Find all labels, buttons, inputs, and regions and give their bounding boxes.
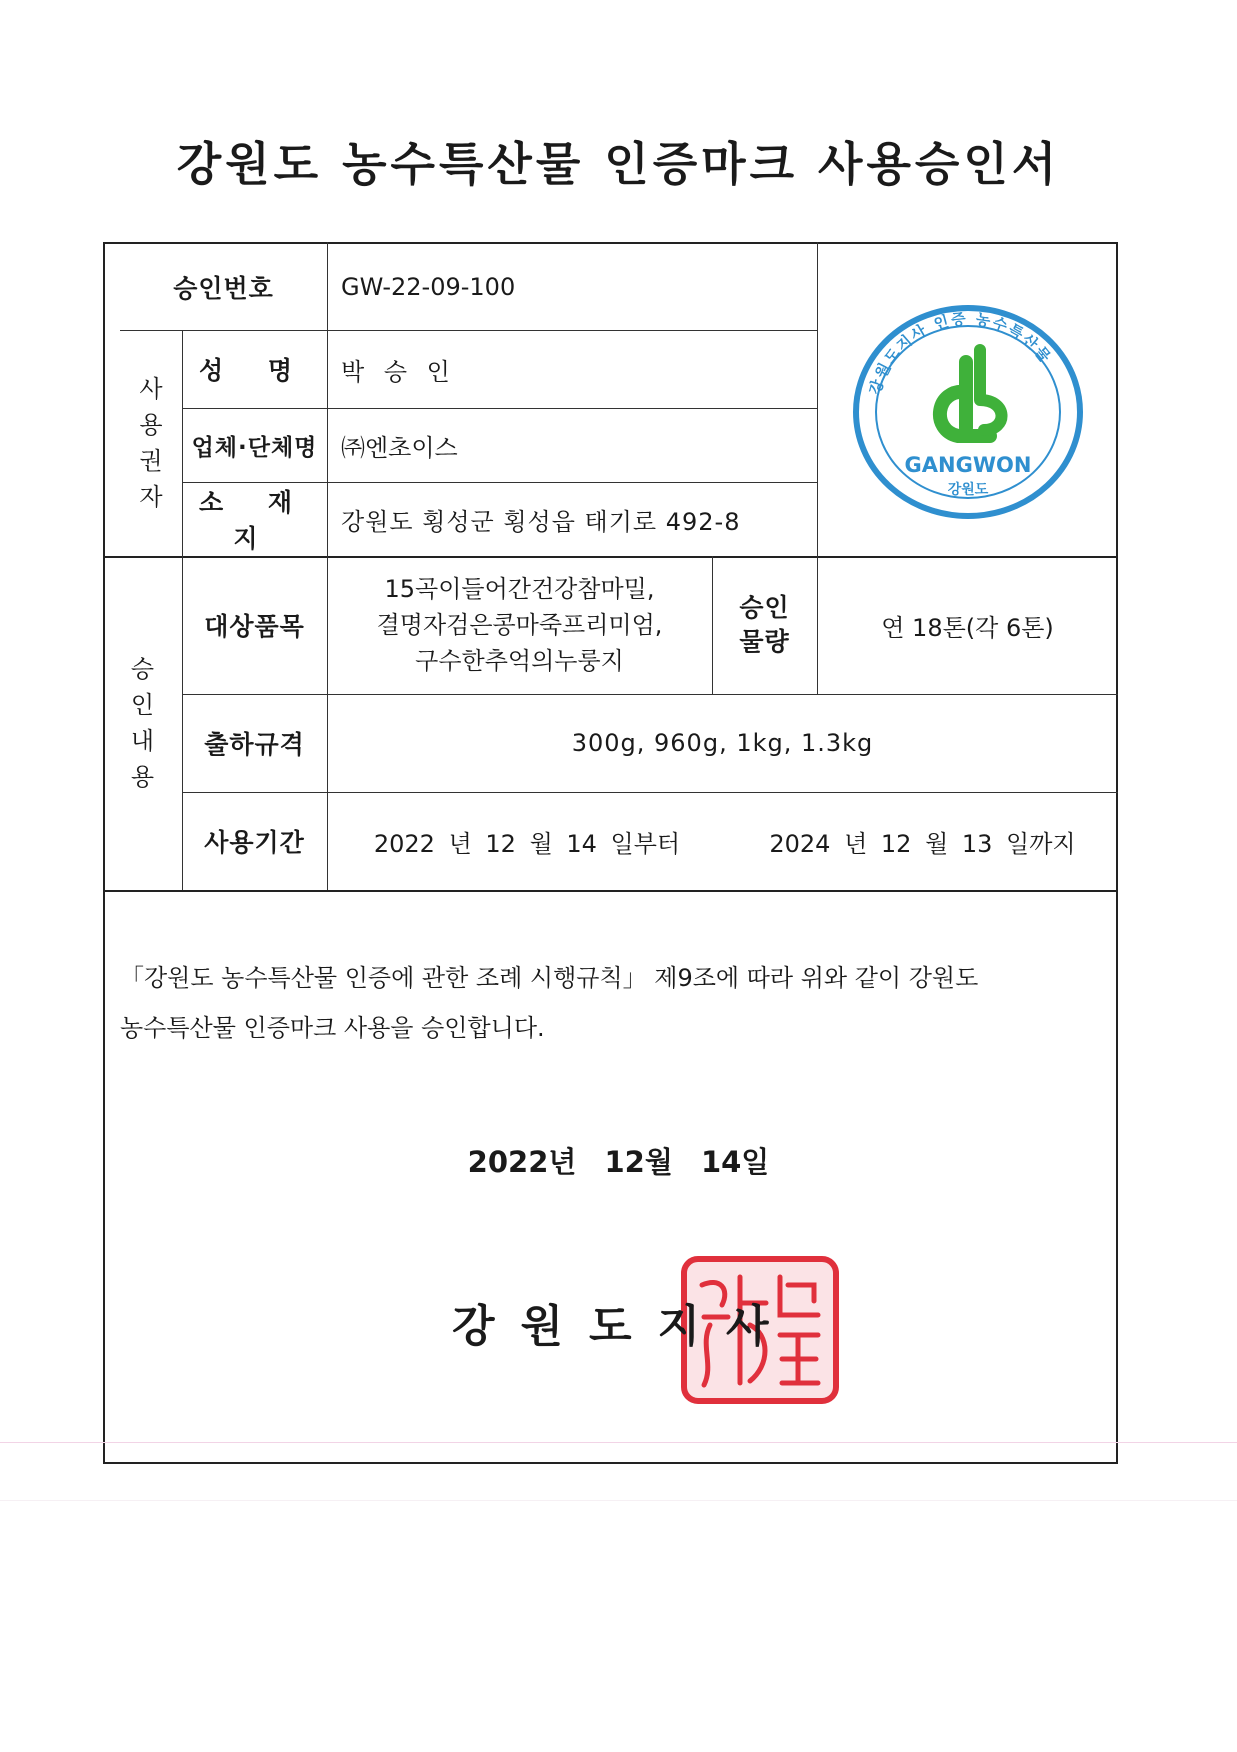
content-group-char: 내: [130, 727, 155, 755]
items-label: 대상품목: [204, 612, 305, 641]
user-group-char: 자: [139, 483, 163, 511]
applicant-name: 박 승 인: [341, 357, 456, 386]
logo-brand: GANGWON: [904, 453, 1032, 477]
company-label: 업체·단체명: [191, 434, 318, 461]
address: 강원도 횡성군 횡성읍 태기로 492-8: [341, 507, 741, 536]
spec-label: 출하규격: [204, 730, 305, 759]
approval-number-label: 승인번호: [173, 274, 274, 303]
approval-number: GW-22-09-100: [341, 273, 516, 301]
content-group-char: 인: [130, 691, 155, 719]
content-group-label: [103, 556, 182, 890]
user-group-char: 권: [139, 447, 163, 475]
notice-line-1: 「강원도 농수특산물 인증에 관한 조례 시행규칙」 제9조에 따라 위와 같이 강원도: [120, 964, 979, 992]
gangwon-certification-logo: [848, 300, 1088, 520]
address-label: 소 재 지: [198, 488, 310, 553]
content-group-char: 승: [130, 655, 155, 683]
quantity-label: 승인 물량: [739, 593, 790, 656]
company-name: ㈜엔초이스: [341, 433, 458, 462]
notice-line-2: 농수특산물 인증마크 사용을 승인합니다.: [120, 1014, 545, 1042]
document-title: 강원도 농수특산물 인증마크 사용승인서: [176, 137, 1061, 191]
user-group-char: 사: [139, 375, 163, 403]
user-group-char: 용: [139, 411, 163, 439]
item-1: 15곡이들어간건강참마밀,: [384, 575, 655, 603]
item-3: 구수한추억의누룽지: [415, 647, 624, 675]
quantity: 연 18톤(각 6톤): [881, 613, 1054, 642]
item-2: 결명자검은콩마죽프리미엄,: [376, 611, 663, 639]
items-list: [327, 556, 712, 694]
logo-ring-text: 강원도지사 인증 농수특산물: [865, 309, 1056, 397]
issue-date: 2022년 12월 14일: [467, 1145, 770, 1179]
period-label: 사용기간: [204, 828, 305, 857]
issuer-name: 강원도지사: [452, 1301, 795, 1352]
period-from: 2022 년 12 월 14 일부터: [373, 829, 681, 858]
logo-sub: 강원도: [947, 482, 989, 498]
shipping-spec: 300g, 960g, 1kg, 1.3kg: [571, 729, 874, 757]
user-group-label: [120, 330, 182, 556]
period-to: 2024 년 12 월 13 일까지: [769, 829, 1076, 858]
content-group-char: 용: [130, 763, 155, 791]
name-label: 성 명: [198, 356, 310, 385]
